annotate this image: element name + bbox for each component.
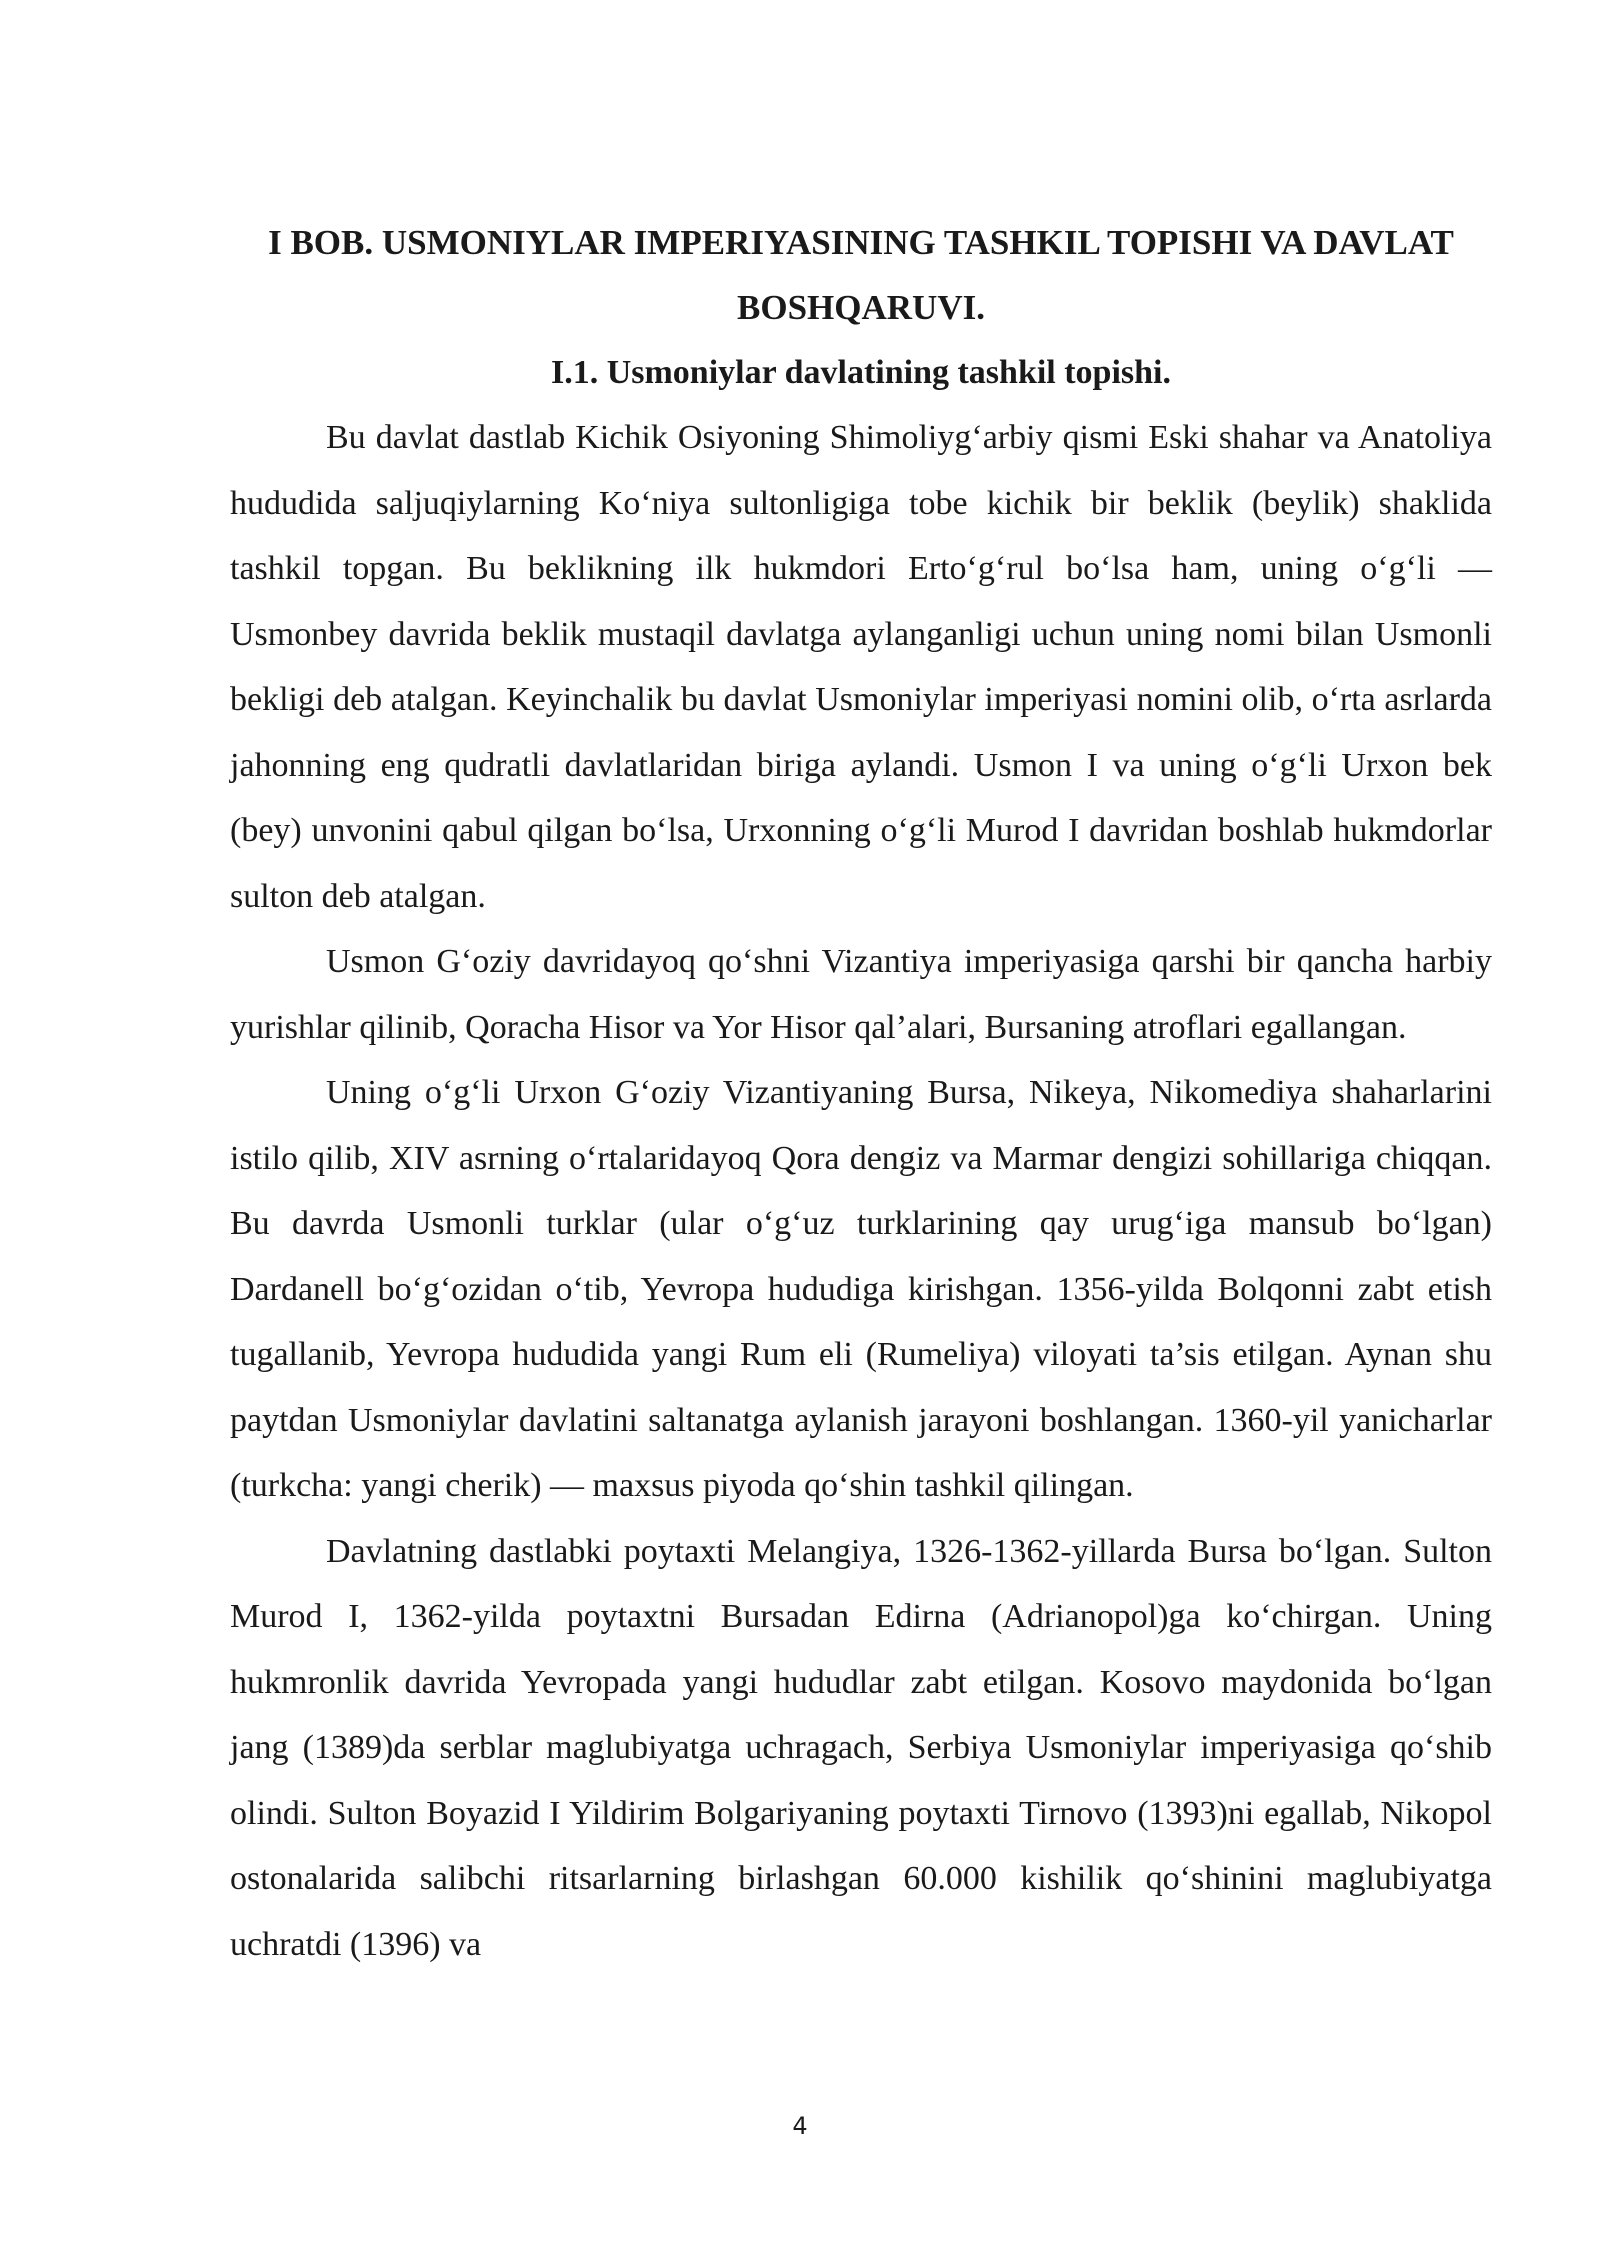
paragraph-4: Davlatning dastlabki poytaxti Melangiya, 1326-1362-yillarda Bursa bo‘lgan. Sulton Murod I, 1362-yilda poytaxtni Bursadan Edirna (Adrianopol)ga ko‘chirgan. Uning hukmronlik davrida Yevropada yangi hududlar zabt etilgan. Kosovo maydonida bo‘lgan jang (1389)da serblar maglubiyatga uchragach, Serbiya Usmoniylar imperiyasiga qo‘shib olindi. Sulton Boyazid I Yildirim Bolgariyaning poytaxti Tirnovo (1393)ni egallab, Nikopol ostonalarida salibchi ritsarlarning birlashgan 60.000 kishilik qo‘shinini maglubiyatga uchratdi (1396) va xyxy=(230,1532,1492,1963)
section-title: I.1. Usmoniylar davlatining tashkil topishi. xyxy=(550,354,1172,391)
page-number: 4 xyxy=(792,2112,808,2140)
paragraph-2: Usmon G‘oziy davridayoq qo‘shni Vizantiya imperiyasiga qarshi bir qancha harbiy yurishlar qilinib, Qoracha Hisor va Yor Hisor qal’alari, Bursaning atroflari egallangan. xyxy=(230,943,1492,1046)
paragraph-1: Bu davlat dastlab Kichik Osiyoning Shimoliyg‘arbiy qismi Eski shahar va Anatoliya hududida saljuqiylarning Ko‘niya sultonligiga tobe kichik bir beklik (beylik) shaklida tashkil topgan. Bu beklikning ilk hukmdori Erto‘g‘rul bo‘lsa ham, uning o‘g‘li — Usmonbey davrida beklik mustaqil davlatga aylanganligi uchun uning nomi bilan Usmonli bekligi deb atalgan. Keyinchalik bu davlat Usmoniylar imperiyasi nomini olib, o‘rta asrlarda jahonning eng qudratli davlatlaridan biriga aylandi. Usmon I va uning o‘g‘li Urxon bek (bey) unvonini qabul qilgan bo‘lsa, Urxonning o‘g‘li Murod I davridan boshlab hukmdorlar sulton deb atalgan. xyxy=(230,419,1492,915)
paragraph-3: Uning o‘g‘li Urxon G‘oziy Vizantiyaning Bursa, Nikeya, Nikomediya shaharlarini istilo qilib, XIV asrning o‘rtalaridayoq Qora dengiz va Marmar dengizi sohillariga chiqqan. Bu davrda Usmonli turklar (ular o‘g‘uz turklarining qay urug‘iga mansub bo‘lgan) Dardanell bo‘g‘ozidan o‘tib, Yevropa hududiga kirishgan. 1356-yilda Bolqonni zabt etish tugallanib, Yevropa hududida yangi Rum eli (Rumeliya) viloyati ta’sis etilgan. Aynan shu paytdan Usmoniylar davlatini saltanatga aylanish jarayoni boshlangan. 1360-yil yanicharlar (turkcha: yangi cherik) — maxsus piyoda qo‘shin tashkil qilingan. xyxy=(230,1074,1492,1504)
document-page xyxy=(230,210,1492,1977)
chapter-title: I BOB. USMONIYLAR IMPERIYASINING TASHKIL TOPISHI VA DAVLAT BOSHQARUVI. xyxy=(268,223,1454,327)
